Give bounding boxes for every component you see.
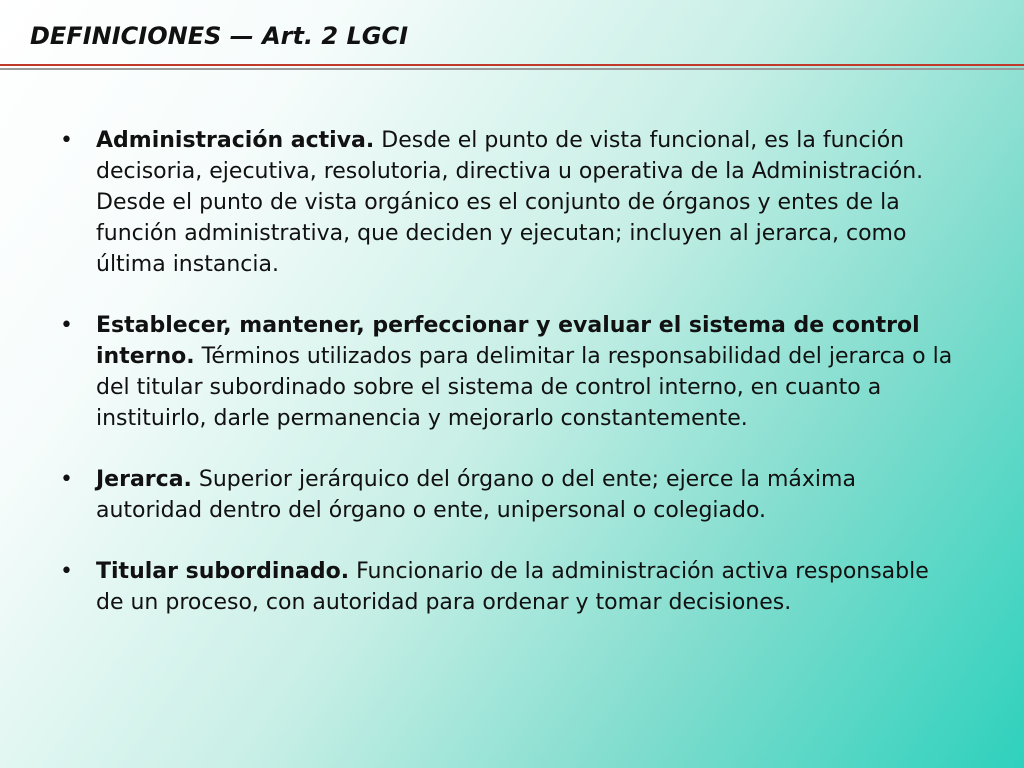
definition-jerarca bbox=[60, 464, 960, 526]
definition-text: Términos utilizados para delimitar la responsabilidad del jerarca o la del titular subordinado sobre el sistema de control interno, en cuanto a instituirlo, darle permanencia y mejorarlo constantemente. bbox=[96, 344, 953, 431]
bullet-icon: • bbox=[60, 467, 73, 492]
bullet-icon: • bbox=[60, 128, 73, 153]
definition-text: Superior jerárquico del órgano o del ente; ejerce la máxima autoridad dentro del órgano o ente, unipersonal o colegiado. bbox=[96, 467, 856, 523]
title-divider bbox=[0, 64, 1024, 71]
definition-control-interno bbox=[60, 310, 960, 434]
definition-titular-subordinado bbox=[60, 556, 960, 618]
divider-line-red bbox=[0, 64, 1024, 66]
divider-line-gray bbox=[0, 68, 1024, 70]
definition-term: Administración activa. bbox=[96, 128, 375, 153]
definition-text: Desde el punto de vista funcional, es la función decisoria, ejecutiva, resolutoria, directiva u operativa de la Administración. Desde el punto de vista orgánico es el conjunto de órganos y entes de la función administrativa, que deciden y ejecutan; incluyen al jerarca, como última instancia. bbox=[96, 128, 924, 277]
definition-term: Titular subordinado. bbox=[96, 559, 350, 584]
definition-text: Funcionario de la administración activa responsable de un proceso, con autoridad para ordenar y tomar decisiones. bbox=[96, 559, 929, 615]
bullet-icon: • bbox=[60, 313, 73, 338]
definitions-list bbox=[60, 125, 960, 648]
definition-term: Jerarca. bbox=[96, 467, 192, 492]
definition-administracion-activa bbox=[60, 125, 960, 280]
definition-term: Establecer, mantener, perfeccionar y evaluar el sistema de control interno. bbox=[96, 313, 920, 369]
bullet-icon: • bbox=[60, 559, 73, 584]
slide-title: DEFINICIONES — Art. 2 LGCI bbox=[30, 22, 409, 50]
